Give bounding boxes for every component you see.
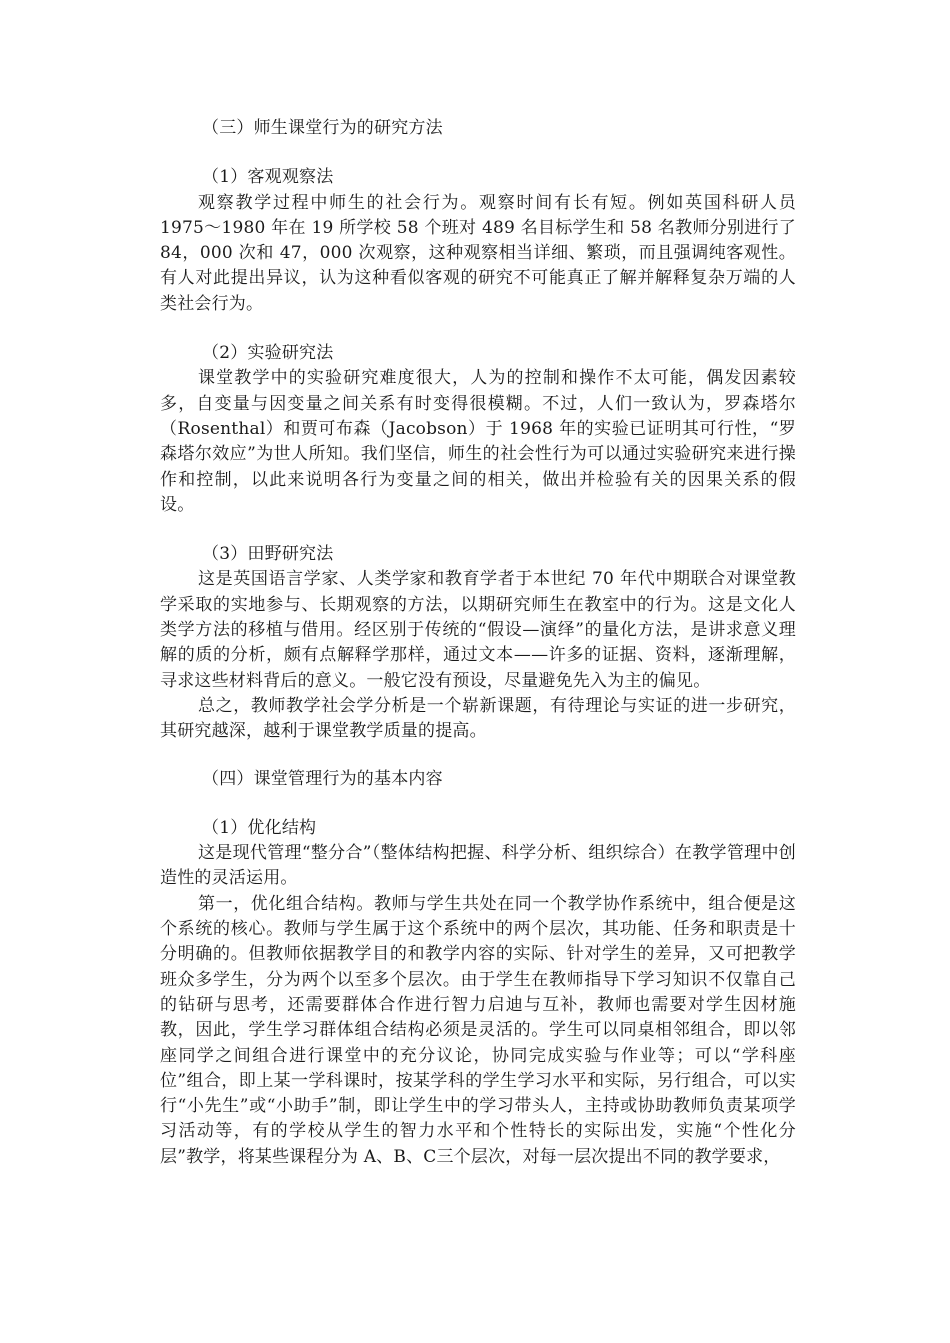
spacer [160,141,796,165]
spacer [160,317,796,341]
subsection-heading-optimize: （1）优化结构 [202,817,317,838]
method-heading-observation: （1）客观观察法 [202,167,334,188]
paragraph-optimize-first: 第一，优化组合结构。教师与学生共处在同一个教学协作系统中，组合便是这个系统的核心。教师与学生属于这个系统中的两个层次，其功能、任务和职责是十分明确的。但教师依据教学目的和教学内容的实际、针对学生的差异，又可把教学班众多学生，分为两个以至多个层次。由于学生在教师指导下学习知识不仅靠自己的钻研与思考，还需要群体合作进行智力启迪与互补，教师也需要对学生因材施教，因此，学生学习群体组合结构必须是灵活的。学生可以同桌相邻组合，即以邻座同学之间组合进行课堂中的充分议论，协同完成实验与作业等；可以“学科座位”组合，即上某一学科课时，按某学科的学生学习水平和实际，另行组合，可以实行“小先生”或“小助手”制，即让学生中的学习带头人，主持或协助教师负责某项学习活动等，有的学校从学生的智力水平和个性特长的实际出发，实施“个性化分层”教学，将某些课程分为 A、B、C三个层次，对每一层次提出不同的教学要求， [160,893,796,1167]
method-heading-experiment: （2）实验研究法 [202,343,334,364]
section-heading-3: （三）师生课堂行为的研究方法 [202,118,443,138]
paragraph-summary: 总之，教师教学社会学分析是一个崭新课题，有待理论与实证的进一步研究，其研究越深，越利于课堂教学质量的提高。 [160,695,796,742]
document-page [160,116,796,1170]
paragraph-observation: 观察教学过程中师生的社会行为。观察时间有长有短。例如英国科研人员 1975～1980 年在 19 所学校 58 个班对 489 名目标学生和 58 名教师分别进行了 84，000 次和 47，000 次观察，这种观察相当详细、繁琐，而且强调纯客观性。有人对此提出异议，认为这种看似客观的研究不可能真正了解并解释复杂万端的人类社会行为。 [160,192,796,314]
spacer [160,518,796,542]
spacer [160,792,796,816]
method-heading-field: （3）田野研究法 [202,544,334,565]
paragraph-field: 这是英国语言学家、人类学家和教育学者于本世纪 70 年代中期联合对课堂教学采取的实地参与、长期观察的方法，以期研究师生在教室中的行为。这是文化人类学方法的移植与借用。经区别于传统的“假设—演绎”的量化方法，是讲求意义理解的质的分析，颇有点解释学那样，通过文本——许多的证据、资料，逐渐理解，寻求这些材料背后的意义。一般它没有预设，尽量避免先入为主的偏见。 [160,569,796,691]
spacer [160,745,796,767]
section-heading-4: （四）课堂管理行为的基本内容 [202,768,443,789]
paragraph-optimize-intro: 这是现代管理“整分合”（整体结构把握、科学分析、组织综合）在教学管理中创造性的灵活运用。 [160,843,796,889]
paragraph-experiment: 课堂教学中的实验研究难度很大，人为的控制和操作不太可能，偶发因素较多，自变量与因变量之间关系有时变得很模糊。不过，人们一致认为，罗森塔尔（Rosenthal）和贾可布森（Jacobson）于 1968 年的实验已证明其可行性，“罗森塔尔效应”为世人所知。我们坚信，师生的社会性行为可以通过实验研究来进行操作和控制，以此来说明各行为变量之间的相关，做出并检验有关的因果关系的假设。 [160,368,796,515]
